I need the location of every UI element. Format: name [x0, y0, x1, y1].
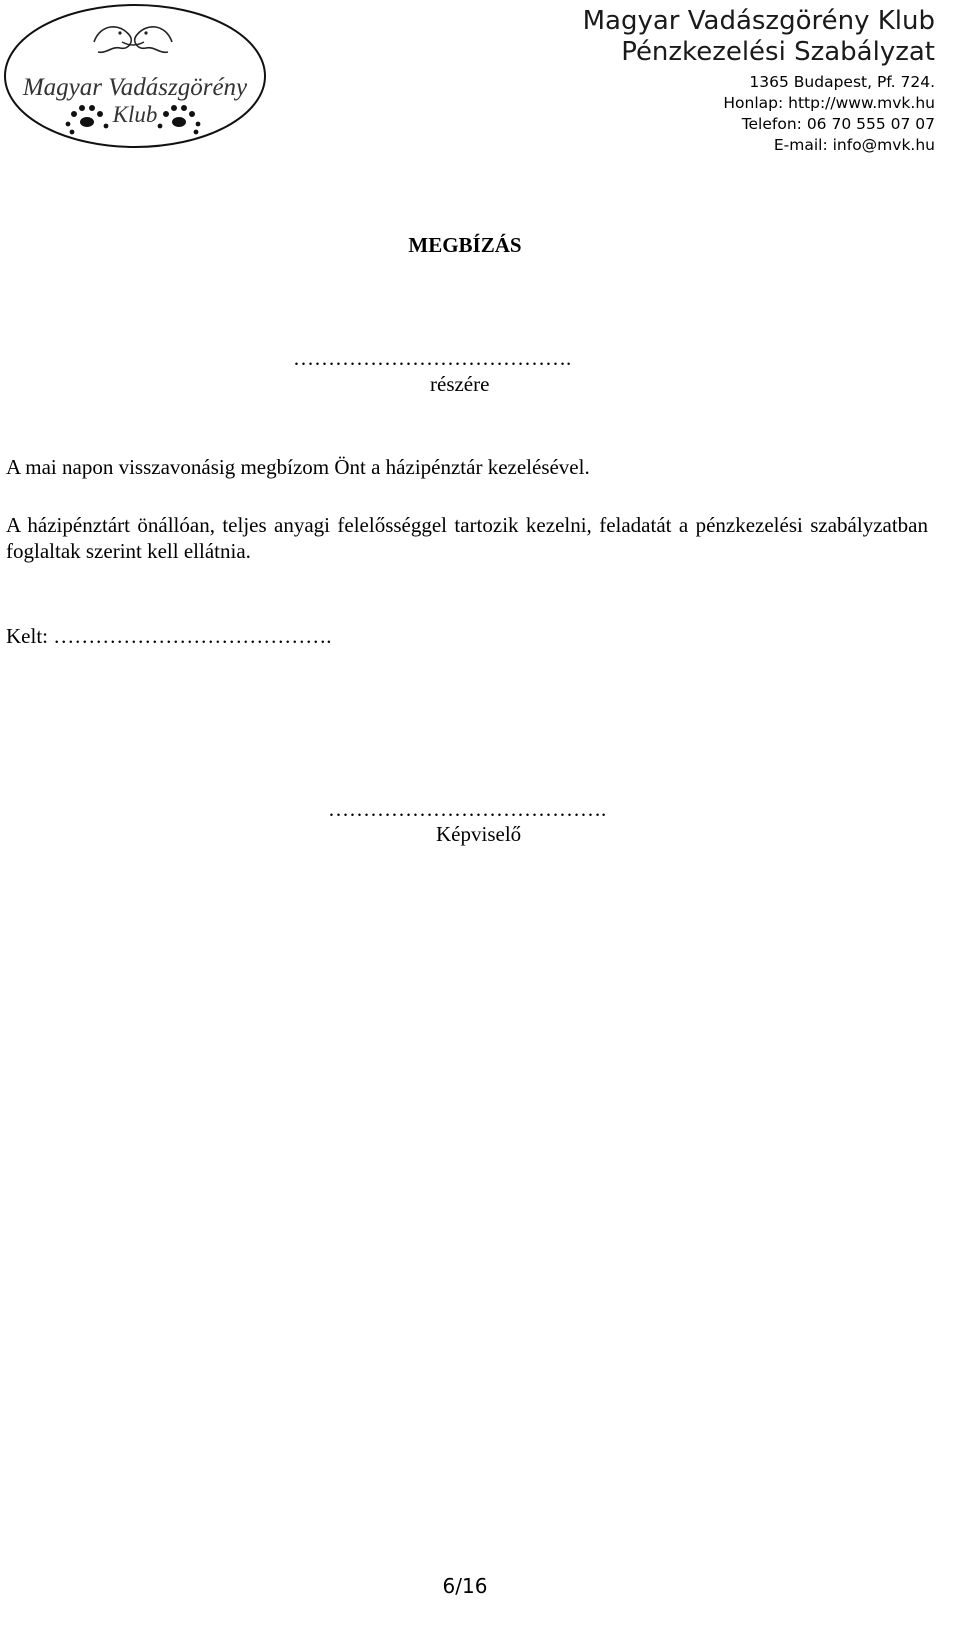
email: E-mail: info@mvk.hu	[773, 136, 935, 154]
postal-address: 1365 Budapest, Pf. 724.	[749, 73, 935, 91]
recipient-label: részére	[430, 372, 490, 396]
logo-text-line1: Magyar Vadászgörény	[22, 74, 248, 101]
phone: Telefon: 06 70 555 07 07	[741, 115, 935, 133]
signature-label: Képviselő	[436, 822, 522, 846]
paragraph-responsibility: A házipénztárt önállóan, teljes anyagi felelősséggel tartozik kezelni, feladatát a pénzkezelési szabályzatban foglaltak szerint kell ellátnia.	[6, 513, 928, 563]
doc-title: Pénzkezelési Szabályzat	[621, 37, 935, 67]
signature-blank: ………………………………….	[328, 797, 607, 821]
club-logo	[2, 2, 268, 150]
logo-text-line2: Klub	[112, 102, 158, 127]
recipient-blank: ………………………………….	[293, 346, 572, 370]
org-name: Magyar Vadászgörény Klub	[582, 6, 935, 36]
page-number: 6/16	[442, 1574, 488, 1598]
date-line: Kelt: ………………………………….	[6, 624, 332, 648]
website: Honlap: http://www.mvk.hu	[723, 94, 935, 112]
document-header	[583, 6, 935, 156]
paragraph-assignment: A mai napon visszavonásig megbízom Önt a házipénztár kezelésével.	[6, 455, 590, 479]
page-title: MEGBÍZÁS	[408, 233, 522, 257]
